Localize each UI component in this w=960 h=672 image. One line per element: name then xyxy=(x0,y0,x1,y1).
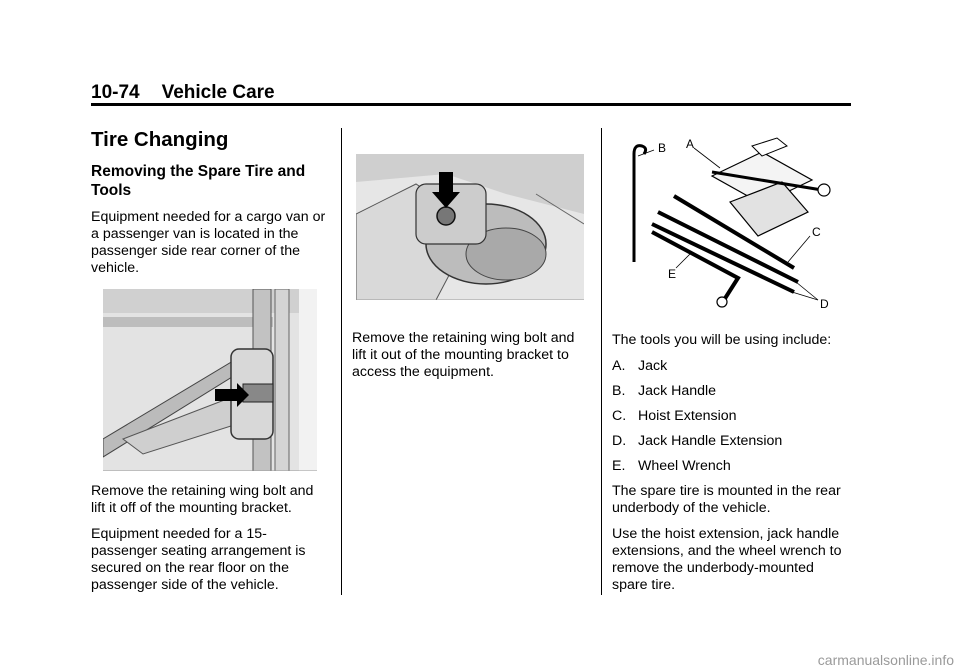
column-divider-1 xyxy=(341,128,342,595)
page-header xyxy=(91,82,275,104)
jack-handle-drawing xyxy=(634,146,654,262)
bracket-caption: Remove the retaining wing bolt and lift it off of the mounting bracket. xyxy=(91,483,314,516)
leader-d-1 xyxy=(796,282,818,300)
subsection-heading: Removing the Spare Tire and Tools xyxy=(91,163,306,199)
list-item: B. Jack Handle xyxy=(612,383,717,399)
label-d: D xyxy=(820,297,829,310)
column-1 xyxy=(91,128,331,603)
column-divider-2 xyxy=(601,128,602,595)
label-e: E xyxy=(668,267,677,281)
list-item: D. Jack Handle Extension xyxy=(612,433,783,449)
watermark: carmanualsonline.info xyxy=(817,652,954,668)
floor-bracket-figure xyxy=(356,154,584,300)
label-c: C xyxy=(812,225,821,239)
label-b: B xyxy=(658,141,667,155)
spare-tire-location-paragraph: The spare tire is mounted in the rear underbody of the vehicle. xyxy=(612,483,841,516)
tools-intro: The tools you will be using include: xyxy=(612,332,832,348)
list-item: A. Jack xyxy=(612,358,668,374)
list-item: C. Hoist Extension xyxy=(612,408,737,424)
passenger-van-paragraph: Equipment needed for a 15-passenger seating arrangement is secured on the rear floor on the passenger side of the vehicle. xyxy=(91,526,306,593)
label-a: A xyxy=(686,137,695,151)
tools-list xyxy=(612,358,852,475)
cargo-van-paragraph: Equipment needed for a cargo van or a passenger van is located in the passenger side rear corner of the vehicle. xyxy=(91,209,326,276)
column-3 xyxy=(612,128,852,603)
column-2 xyxy=(352,128,588,390)
page-number: 10-74 xyxy=(91,82,140,103)
section-title: Vehicle Care xyxy=(161,82,275,103)
list-item: E. Wheel Wrench xyxy=(612,458,731,474)
floor-bracket-caption: Remove the retaining wing bolt and lift it out of the mounting bracket to access the equipment. xyxy=(352,330,575,380)
leader-e xyxy=(676,252,692,268)
header-rule xyxy=(91,103,851,106)
leader-a xyxy=(694,148,720,168)
leader-c xyxy=(788,236,810,262)
removal-instructions-paragraph: Use the hoist extension, jack handle extensions, and the wheel wrench to remove the underbody-mounted spare tire. xyxy=(612,526,842,593)
leader-d-2 xyxy=(792,292,818,300)
tools-figure xyxy=(612,132,842,310)
jack-drawing xyxy=(712,138,830,236)
section-heading: Tire Changing xyxy=(91,128,229,151)
cargo-van-bracket-figure xyxy=(103,289,317,471)
